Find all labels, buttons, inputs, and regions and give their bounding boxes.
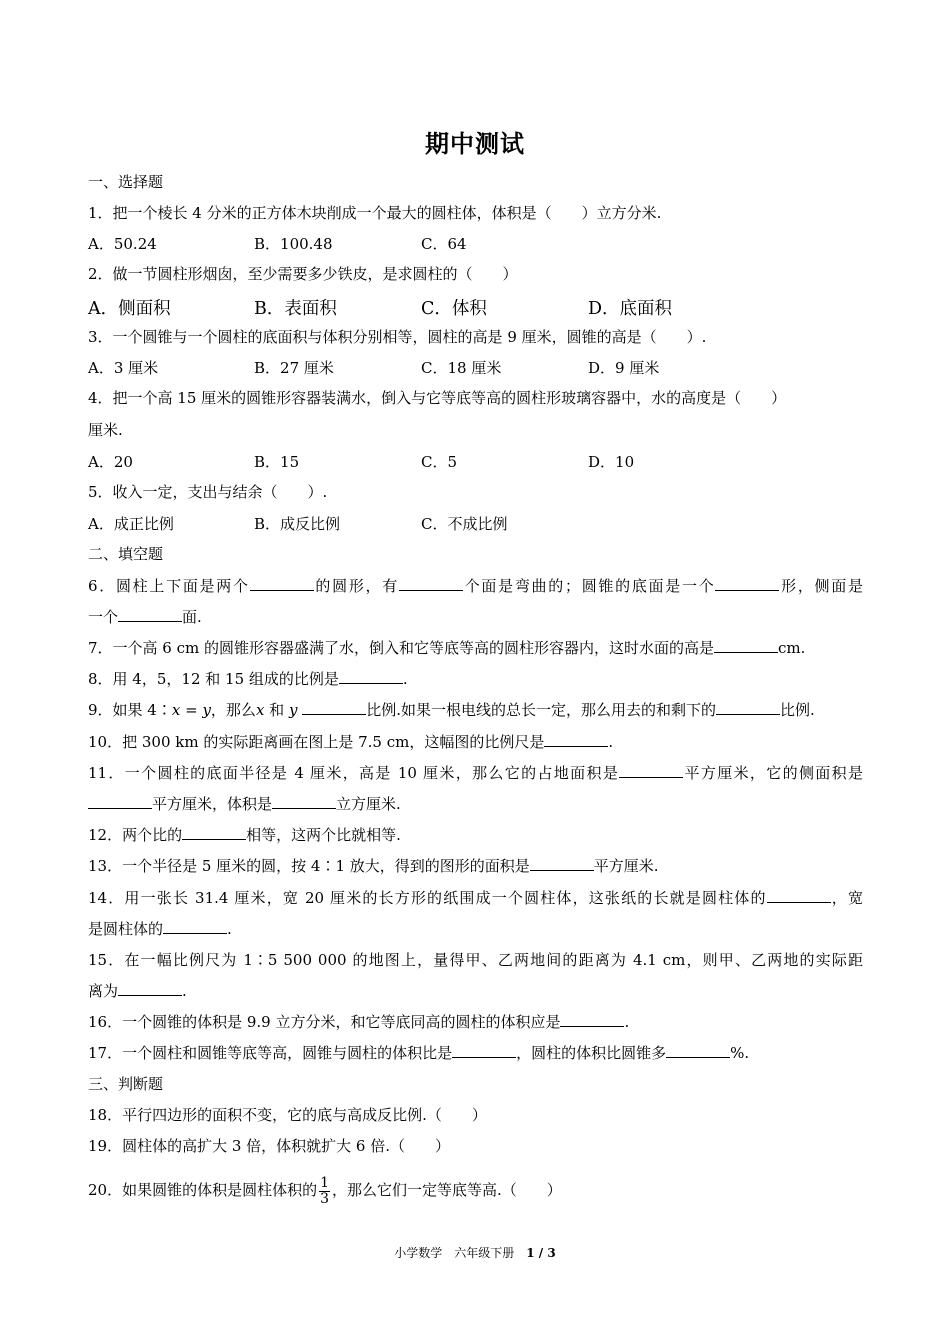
question-20: 20．如果圆锥的体积是圆柱体积的 $\frac{1}{3}$ ，那么它们一定等底等高.（ ） [88, 1174, 562, 1207]
answer-blank[interactable] [118, 981, 182, 996]
question-9: 9．如果 4∶x = y，那么x 和 y 比例.如果一根电线的总长一定，那么用去的和剩下的 比例. [88, 701, 815, 719]
question-13: 13．一个半径是 5 厘米的圆，按 4∶1 放大，得到的图形的面积是 平方厘米. [88, 857, 659, 875]
section-heading-judge: 三、判断题 [88, 1075, 164, 1093]
answer-blank[interactable] [666, 1043, 730, 1058]
page-total: 3 [547, 1246, 556, 1260]
question-2: 2．做一节圆柱形烟囱，至少需要多少铁皮，是求圆柱的（ ） [88, 265, 518, 283]
option-a: A．成正比例 [88, 515, 174, 533]
question-6-line-1: 6．圆柱上下面是两个 的圆形，有 个面是弯曲的；圆锥的底面是一个 形，侧面是 [88, 577, 863, 595]
question-19: 19．圆柱体的高扩大 3 倍，体积就扩大 6 倍.（ ） [88, 1137, 451, 1155]
question-11-line-1: 11．一个圆柱的底面半径是 4 厘米，高是 10 厘米，那么它的占地面积是 平方厘米，它的侧面积是 [88, 764, 863, 782]
question-11-line-2: 平方厘米，体积是 立方厘米. [88, 794, 863, 814]
answer-blank[interactable] [767, 888, 831, 903]
answer-blank[interactable] [118, 607, 182, 622]
question-17: 17．一个圆柱和圆锥等底等高，圆锥与圆柱的体积比是 ，圆柱的体积比圆锥多 %. [88, 1044, 750, 1062]
question-15-line-1: 15．在一幅比例尺为 1∶5 500 000 的地图上，量得甲、乙两地间的距离为 4.1 cm，则甲、乙两地的实际距 [88, 951, 863, 969]
option-a: A．3 厘米 [88, 359, 159, 377]
answer-blank[interactable] [530, 856, 594, 871]
option-c: C．64 [421, 235, 467, 253]
answer-blank[interactable] [619, 763, 683, 778]
answer-blank[interactable] [544, 732, 608, 747]
answer-blank[interactable] [182, 825, 246, 840]
question-1: 1．把一个棱长 4 分米的正方体木块削成一个最大的圆柱体，体积是（ ）立方分米. [88, 204, 662, 222]
answer-blank[interactable] [339, 669, 403, 684]
option-c: C．5 [421, 453, 458, 471]
option-b: B．27 厘米 [254, 359, 334, 377]
option-a: A．侧面积 [88, 299, 171, 319]
option-c: C．体积 [421, 299, 487, 319]
question-18: 18．平行四边形的面积不变，它的底与高成反比例.（ ） [88, 1106, 487, 1124]
option-c: C．18 厘米 [421, 359, 502, 377]
option-d: D．9 厘米 [588, 359, 660, 377]
question-14-line-2: 是圆柱体的 . [88, 920, 232, 938]
answer-blank[interactable] [250, 576, 314, 591]
question-6-line-2: 一个 面. [88, 608, 202, 626]
question-8: 8．用 4，5，12 和 15 组成的比例是 . [88, 670, 408, 688]
answer-blank[interactable] [272, 794, 336, 809]
section-heading-choice: 一、选择题 [88, 173, 164, 191]
answer-blank[interactable] [716, 700, 780, 715]
question-4-line-2: 厘米. [88, 421, 123, 439]
question-14-line-1: 14．用一张长 31.4 厘米，宽 20 厘米的长方形的纸围成一个圆柱体，这张纸的长就是圆柱体的 ，宽 [88, 889, 863, 907]
question-12: 12．两个比的 相等，这两个比就相等. [88, 826, 401, 844]
question-3-options [88, 357, 863, 377]
option-d: D．10 [588, 453, 635, 471]
page-number: 1 [526, 1246, 535, 1260]
question-5: 5．收入一定，支出与结余（ ）. [88, 483, 328, 501]
question-10: 10．把 300 km 的实际距离画在图上是 7.5 cm，这幅图的比例尺是 . [88, 733, 614, 751]
answer-blank[interactable] [302, 700, 366, 715]
option-a: A．50.24 [88, 235, 157, 253]
answer-blank[interactable] [88, 794, 152, 809]
question-2-options [88, 295, 863, 319]
question-4-line-1: 4．把一个高 15 厘米的圆锥形容器装满水，倒入与它等底等高的圆柱形玻璃容器中，水的高度是（ ） [88, 389, 787, 407]
question-5-options [88, 513, 863, 533]
question-16: 16．一个圆锥的体积是 9.9 立方分米，和它等底同高的圆柱的体积应是 . [88, 1013, 630, 1031]
question-4-options [88, 451, 863, 471]
option-b: B．15 [254, 453, 300, 471]
answer-blank[interactable] [452, 1043, 516, 1058]
option-b: B．表面积 [254, 299, 337, 319]
question-7: 7．一个高 6 cm 的圆锥形容器盛满了水，倒入和它等底等高的圆柱形容器内，这时水面的高是 cm. [88, 639, 806, 657]
section-heading-fill: 二、填空题 [88, 545, 164, 563]
option-b: B．成反比例 [254, 515, 341, 533]
option-c: C．不成比例 [421, 515, 508, 533]
option-a: A．20 [88, 453, 133, 471]
answer-blank[interactable] [714, 638, 778, 653]
answer-blank[interactable] [560, 1012, 624, 1027]
answer-blank[interactable] [399, 576, 463, 591]
question-1-options [88, 233, 863, 253]
fraction-one-third: $\frac{1}{3}$ [320, 1174, 330, 1207]
answer-blank[interactable] [715, 576, 779, 591]
question-15-line-2: 离为 . [88, 982, 187, 1000]
page-footer: 小学数学 六年级下册 1 / 3 [394, 1246, 556, 1260]
option-b: B．100.48 [254, 235, 333, 253]
option-d: D．底面积 [588, 299, 673, 319]
page-title: 期中测试 [425, 130, 525, 158]
answer-blank[interactable] [163, 919, 227, 934]
question-3: 3．一个圆锥与一个圆柱的底面积与体积分别相等，圆柱的高是 9 厘米，圆锥的高是（ ）. [88, 328, 707, 346]
